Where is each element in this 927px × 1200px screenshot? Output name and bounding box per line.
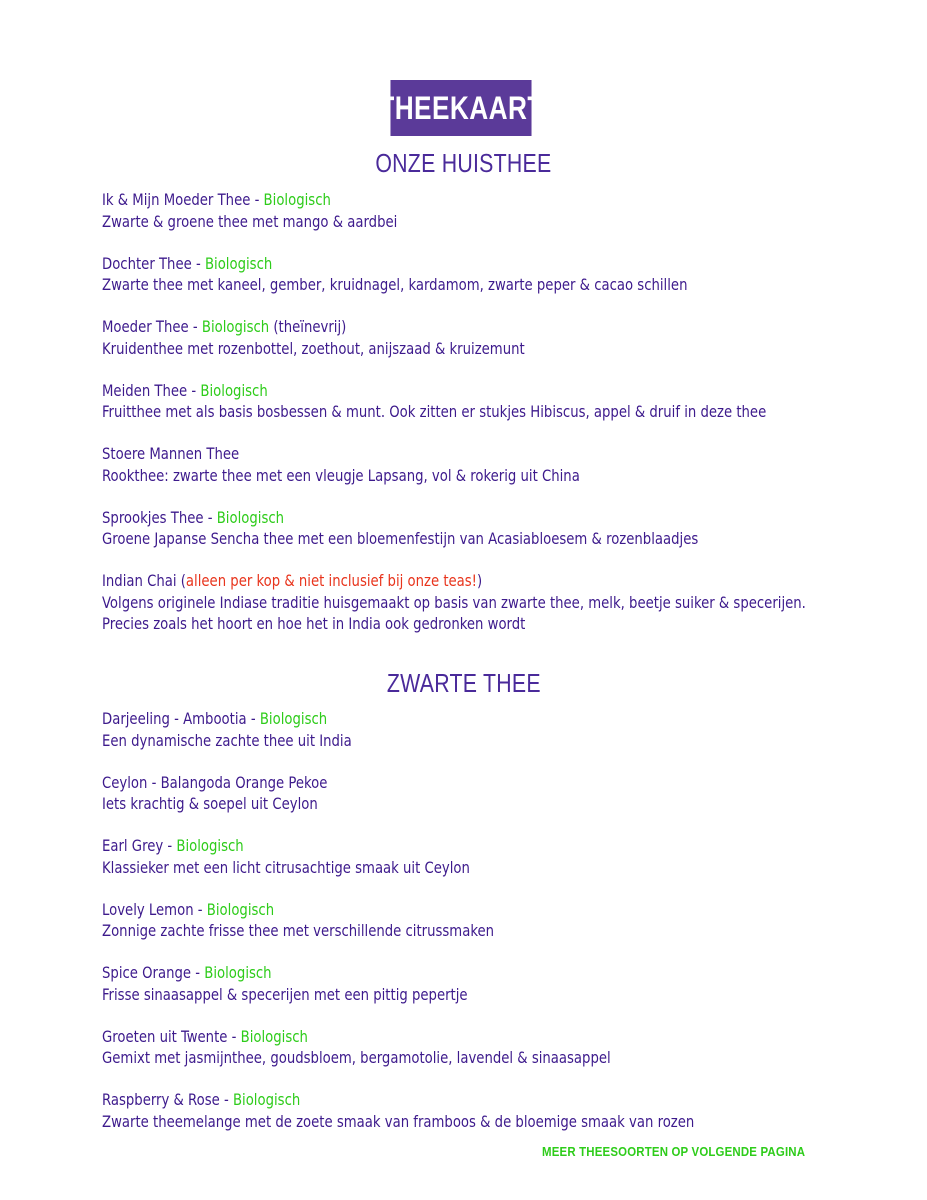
tea-name: Earl Grey - bbox=[102, 836, 177, 855]
tea-description: Groene Japanse Sencha thee met een bloemenfestijn van Acasiabloesem & rozenblaadjes bbox=[102, 529, 699, 548]
tea-name: Indian Chai ( bbox=[102, 571, 186, 590]
tea-description: Gemixt met jasmijnthee, goudsbloem, bergamotolie, lavendel & sinaasappel bbox=[102, 1048, 611, 1067]
tea-description: Volgens originele Indiase traditie huisgemaakt op basis van zwarte thee, melk, beetje suiker & specerijen. Precies zoals het hoort en hoe het in India ook gedronken wordt bbox=[102, 592, 806, 633]
tea-description: Kruidenthee met rozenbottel, zoethout, anijszaad & kruizemunt bbox=[102, 338, 525, 358]
list-item bbox=[102, 507, 862, 571]
organic-tag: Biologisch bbox=[259, 709, 328, 728]
tea-name: Sprookjes Thee - bbox=[102, 507, 217, 527]
tea-description: Klassieker met een licht citrusachtige smaak uit Ceylon bbox=[102, 857, 470, 877]
tea-name: Darjeeling - Ambootia - bbox=[102, 709, 260, 728]
tea-description: Zwarte theemelange met de zoete smaak van framboos & de bloemige smaak van rozen bbox=[102, 1111, 695, 1131]
chai-note: alleen per kop & niet inclusief bij onze teas! bbox=[185, 571, 477, 590]
organic-tag: Biologisch bbox=[176, 836, 244, 855]
list-item bbox=[102, 1026, 862, 1090]
list-item bbox=[102, 899, 862, 963]
tea-description: Rookthee: zwarte thee met een vleugje Lapsang, vol & rokerig uit China bbox=[102, 465, 580, 485]
tea-name: Groeten uit Twente - bbox=[102, 1026, 241, 1046]
section-heading-zwarte-thee: ZWARTE THEE bbox=[386, 668, 541, 698]
tea-description: Zonnige zachte frisse thee met verschillende citrussmaken bbox=[102, 921, 495, 940]
tea-name: Ik & Mijn Moeder Thee - bbox=[102, 190, 264, 209]
tea-name: Dochter Thee - bbox=[102, 253, 205, 273]
organic-tag: Biologisch bbox=[240, 1026, 308, 1046]
list-item bbox=[102, 380, 862, 444]
list-item bbox=[102, 189, 862, 253]
tea-description: Zwarte & groene thee met mango & aardbei bbox=[102, 211, 398, 231]
tea-description: Frisse sinaasappel & specerijen met een pittig pepertje bbox=[102, 984, 468, 1004]
tea-description: Iets krachtig & soepel uit Ceylon bbox=[102, 794, 318, 813]
list-item bbox=[102, 316, 862, 380]
page-title: THEEKAART bbox=[390, 80, 531, 136]
tea-description: Fruitthee met als basis bosbessen & munt. Ook zitten er stukjes Hibiscus, appel & druif in deze thee bbox=[102, 402, 767, 421]
list-item bbox=[102, 835, 862, 899]
organic-tag: Biologisch bbox=[216, 507, 285, 527]
tea-name: Ceylon - Balangoda Orange Pekoe bbox=[102, 772, 328, 792]
organic-tag: Biologisch bbox=[201, 317, 270, 336]
list-item bbox=[102, 443, 862, 507]
list-item bbox=[102, 772, 862, 836]
organic-tag: Biologisch bbox=[204, 253, 273, 273]
list-item bbox=[102, 253, 862, 317]
zwarte-thee-list bbox=[102, 708, 862, 1132]
list-item bbox=[102, 962, 862, 1026]
organic-tag: Biologisch bbox=[204, 963, 272, 982]
tea-name: Meiden Thee - bbox=[102, 380, 201, 400]
list-item bbox=[102, 708, 862, 772]
organic-tag: Biologisch bbox=[263, 190, 331, 209]
tea-description: Zwarte thee met kaneel, gember, kruidnagel, kardamom, zwarte peper & cacao schillen bbox=[102, 275, 688, 294]
organic-tag: Biologisch bbox=[200, 380, 268, 400]
tea-name: Raspberry & Rose - bbox=[102, 1090, 233, 1109]
next-page-note: MEER THEESOORTEN OP VOLGENDE PAGINA bbox=[542, 1144, 806, 1159]
organic-tag: Biologisch bbox=[206, 899, 275, 919]
organic-tag: Biologisch bbox=[232, 1090, 301, 1109]
section-heading-huisthee: ONZE HUISTHEE bbox=[375, 148, 552, 178]
tea-name: Lovely Lemon - bbox=[102, 899, 207, 919]
huisthee-list bbox=[102, 189, 862, 635]
tea-name: Moeder Thee - bbox=[102, 317, 202, 336]
tea-name: Spice Orange - bbox=[102, 963, 205, 982]
tea-description: Een dynamische zachte thee uit India bbox=[102, 730, 352, 750]
list-item-chai: Indian Chai (alleen per kop & niet inclusief bij onze teas!) Volgens originele Indiase traditie huisgemaakt op basis van zwarte thee, melk, beetje suiker & specerijen. Precies zoals het hoort en hoe het in India ook gedronken wordt bbox=[102, 570, 862, 635]
tea-name: Stoere Mannen Thee bbox=[102, 444, 240, 463]
caffeine-free-note: (theïnevrij) bbox=[269, 317, 347, 336]
list-item bbox=[102, 1089, 862, 1132]
